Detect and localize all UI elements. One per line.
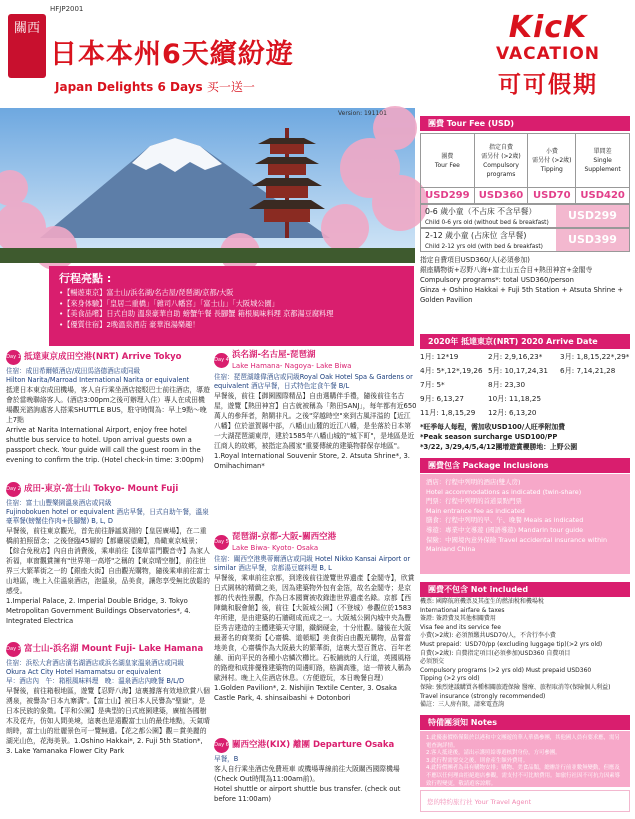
fee-price: USD70 xyxy=(528,188,576,204)
compulsory-programs: 指定自費項目USD360/人(必須參加) 銀座購物街+忍野八海+富士山五合目+熱田神宮+金閣寺 Compulsory programs*: total USD360/person Ginza + Oshino Hakkai + Fuji 5th Station + Atsuta Shrine + Golden Pavilion xyxy=(420,256,624,304)
day-title-en: Lake Biwa- Kyoto- Osaka xyxy=(232,544,319,552)
mount-fuji-photo xyxy=(0,108,415,263)
date-cell: 7月: 5* xyxy=(420,380,445,389)
child-fee-label xyxy=(421,229,556,251)
date-cell: 1月: 12*19 xyxy=(420,352,459,361)
child-fee-zh: 2-12 歲小童 (占床位 含早餐) xyxy=(425,231,527,240)
child-fee-zh: 0-6 歲小童（不占床 不含早餐） xyxy=(425,207,537,216)
fee-price: USD360 xyxy=(474,188,528,204)
child-fee-price: USD299 xyxy=(556,205,629,227)
fee-col-header: 指定自費 需另付 (>2歲) Compulsory programs xyxy=(474,134,528,188)
day-description: 抵達日本東京成田機場，客人自行乘坐酒店接駁巴士前往酒店，導遊會於當晚聯絡客人。(酒店3:00pm之後可辦理入住）專人在成田機場觀光諮詢處客人搭乘SHUTTLE BUS，駐守時間為：早上9點～晚上7點 Arrive at Narita International Airport, enjoy free hotel shuttle bus service to hotel. Upon arrival guests own a passport check. Your guide will call the guest room in the evening to confirm the trip. (Hotel check-in time: 3:00pm) xyxy=(6,386,210,464)
date-cell: 12月: 6,13,20 xyxy=(488,408,537,417)
arrive-date-grid xyxy=(420,350,630,420)
fee-price: USD299 xyxy=(421,188,475,204)
highlight-line: •【暢遊東京】富士山/浜名湖/名古屋/琵琶湖/京都/大阪 xyxy=(59,288,234,297)
day-3-block xyxy=(6,642,211,756)
day-hotel: 住宿：富士山豐樂園溫泉酒店或同級 Fujinobokuen hotel or equivalent 酒店早餐，日式自助午餐，溫泉豪華餐(螃蟹佳作肉+長腳蟹) B, L, D xyxy=(6,499,209,525)
day-badge: Day 5 xyxy=(214,535,229,550)
date-cell: 9月: 6,13,27 xyxy=(420,394,464,403)
fee-price: USD420 xyxy=(576,188,630,204)
date-cell: 4月: 5*,12*,19,26 xyxy=(420,366,483,375)
arrive-date-header: 2020年 抵達東京(NRT) 2020 Arrive Date xyxy=(420,334,630,349)
date-cell xyxy=(560,392,630,406)
brand-logo xyxy=(468,10,628,98)
date-cell: 5月: 10,17,24,31 xyxy=(488,366,548,375)
child-fee-row xyxy=(420,204,630,228)
date-cell: 6月: 7,14,21,28 xyxy=(560,366,616,375)
day-badge: Day 4 xyxy=(214,353,229,368)
version-label: Version: 191101 xyxy=(338,110,387,117)
day-6-block xyxy=(214,738,417,804)
day-title: 富士山-浜名湖 Mount Fuji- Lake Hamana xyxy=(24,644,204,654)
logo-kick: KicK xyxy=(508,10,588,45)
day-description: 早餐後，前往【御園國際精品】自由選購伴手禮，隨後前往名古屋，遊覽【熱田神宮】自古就被稱為「熱田SANJ」，每年都有近650萬人的參拜者，熱鬧非凡。之後"穿越時空"來到古風洋溢的【近江八幡】位於滋賀縣中部，八幡山山麓的近江八幡，是坐落於日本第一大湖琵琶湖東岸，建於1585年八幡山城的"城下町"，是地區是近江商人的故鄉，被指定為國家"重要傳統的建築物群保存地區"。1.Royal International Souvenir Store, 2. Atsuta Shrine*, 3. Omihachiman* xyxy=(214,392,417,470)
page-title: 日本本州6天繽紛遊 xyxy=(50,39,294,70)
tour-fee-header: 團費 Tour Fee (USD) xyxy=(420,116,630,131)
child-fee-label xyxy=(421,205,556,227)
day-title: 關西空港(KIX) 離團 Departure Osaka xyxy=(232,740,395,750)
notes-header: 特備團須知 Notes xyxy=(420,715,630,730)
day-hotel: 住宿：成田希爾頓酒店/成田馬洛德酒店或同級 Hilton Narita/Marroad International Narita or equivalent xyxy=(6,367,190,384)
subtitle-en: Japan Delights 6 Days xyxy=(55,80,203,94)
day-badge: Day 1 xyxy=(6,350,21,365)
logo-vacation: VACATION xyxy=(495,44,601,64)
day-badge: Day 2 xyxy=(6,482,21,497)
day-badge: Day 6 xyxy=(214,738,229,753)
page-subtitle xyxy=(55,78,255,95)
peak-surcharge-note: *旺季每人每程，需加收USD100/人旺季附加費 *Peak season surcharge USD100/PP *3/22, 3/29,4/5,4/12團增遊賞櫻勝地：上野公園 xyxy=(420,423,578,451)
day-badge: Day 3 xyxy=(6,642,21,657)
date-cell: 3月: 1,8,15,22*,29* xyxy=(560,352,630,361)
day-hotel: 住宿：關西空港奧蒂爾酒店或同級 Hotel Nikko Kansai Airport or similar 酒店早餐，京都湯豆腐料理 B, L xyxy=(214,555,411,572)
day-2-block xyxy=(6,482,211,626)
date-cell xyxy=(560,406,630,420)
day-title: 琵琶湖-京都-大阪-關西空港 xyxy=(232,532,337,542)
highlight-line: •【來身体驗】「皇居二重橋」「雜司八幡宮」「富士山」「大阪城公園」 xyxy=(59,298,279,308)
inclusions-text: 酒店：行程中列明的酒店(雙人房) Hotel accommodations as indicated (twin-share) 門票：行程中列明的首道景點門票 Main entrance fee as indicated 膳食：行程中列明的早、午、晚餐 Meals as indicated 導遊：專業中文導遊 (國語導遊) Mandarin tour guide 保險：中國境內意外保險 Travel accidental insurance within Mainland China xyxy=(420,474,630,574)
highlights-title: 行程亮點 : xyxy=(59,272,112,285)
child-fee-en: Child 0-6 yrs old (without bed & breakfast) xyxy=(425,220,549,226)
inclusions-header: 團費包含 Package Inclusions xyxy=(420,458,630,473)
day-description: 客人自行乘坐酒店免費班車 或機場專線前往大阪關西國際機場(Check Out時間為11:00am前)。 Hotel shuttle or airport shuttle bus transfer. (check out before 11:00am) xyxy=(214,765,401,803)
day-hotel: 住宿：琵琶湖雄偉酒店或同級Royal Oak Hotel Spa & Gardens or equivalent 酒店早餐，日式特色定食午餐 B/L xyxy=(214,373,413,390)
exclusions-header: 團費不包含 Not included xyxy=(420,582,630,597)
header xyxy=(0,0,635,108)
date-cell: 11月: 1,8,15,29 xyxy=(420,408,476,417)
highlight-line: •【優質住宿】2晚溫泉酒店 豪華泡湯樂趣！ xyxy=(59,319,200,329)
subtitle-cn: 买一送一 xyxy=(206,80,255,94)
day-hotel: 早餐，B xyxy=(214,755,239,763)
notes-text: 1.此優惠價格僅限於以港和中文團遊的華人華僑參團，其他國人員有要求應，需另電查詢詳情。 2.客人抵達後，請出示護照給導遊核對身份，方可參團。 3.此行程需要交之後，則會產生額外費用。 4.此特價團者為具有購物安排；購物、美食品類，總辦計行前並數無變動，但應及不應以任何理由拒絕進店參觀，需支付不可比赔費用。如旅行社因不可抗力因素導致行程變更，敬請遊客諒解。 5.此為優惠價格旅遊中出現任何不快，請配合。 xyxy=(420,731,630,787)
highlight-line: •【美食品嚐】日式自助 溫泉豪華自助 螃蟹午餐 長腳蟹 箱根風味料理 京都湯豆腐料理 xyxy=(59,309,334,318)
date-cell: 10月: 11,18,25 xyxy=(488,394,542,403)
date-cell xyxy=(560,378,630,392)
logo-cn: 可可假期 xyxy=(498,72,598,98)
day-description: 早餐後，前往東京觀光，首先前往靜謐莫測的【皇居廣場】，在二重橋前拍照留念；之後登臨45層的【都廳展望廳】，鳥瞰東京城景；【綜合免稅店】內自由消費後，乘車前往【淺草雷門觀音寺】為家人祈福，車窗觀賞擁有"世界第一高塔"之稱的【東京晴空樹】，前往世界三大繁華街之一的【銀座大街】自由觀光購物，隨後乘車前往富士山地區，晚上入住溫泉酒店，泡溫泉，品美食，讓您享受無比放鬆的感受。 1.Imperial Palace, 2. Imperial Double Bridge, 3. Tokyo Metropolitan Government Buildings Observatories*, 4. Integrated Electrica xyxy=(6,527,210,625)
day-hotel: 住宿：浜松大倉酒店濱名湖酒店或浜名湖皇家溫泉酒店或同級 Okura Act City Hotel Hamamatsu or equivalent 早：酒店內 午：箱根風味料理 晚：溫泉酒店內晚餐 B/L/D xyxy=(6,659,185,685)
day-description: 早餐後，乘車前往京都，到達後前往遊覽世界遺產【金閣寺】，欣賞日式園林的精緻之美，因為建築物外包有金箔，故名金閣寺；是京都的代表性景觀，作為日本國寶被收錄進世界遺產名錄。京都【西陣織和服會館】後，前往【大阪城公園】（不登城）參觀位於1583年所建，是由建築的石牆砌成而成之一。大阪城公園內城中央為豐臣秀吉建造的主體建築天守閣，鐵網硬金，十分壯觀。隨後在大阪最著名的商業街【心齋橋、道頓堀】美食街自由觀光購物，品嘗當地美食，心齋橋作為大阪最大的繁華街，這裏大型百貨店、百年老舖、面向平民的各種小店鱗次櫛比。石板鋪就的人行道，英國風格的路燈和成排優雅建築物的周邊町路，格調高雅，這一帶被人稱為歐洲村。晚上入住酒店休息。（方便遊玩，本日晚餐自理） 1.Golden Pavilion*, 2. Nishijin Textile Center, 3. Osaka Castle Park, 4. shinsaibashi + Dotonbori xyxy=(214,574,415,702)
day-title: 浜名湖-名古屋-琵琶湖 xyxy=(232,350,316,360)
seal-logo: 關西 xyxy=(8,14,46,78)
day-4-block xyxy=(214,350,417,471)
day-title-en: Lake Hamana- Nagoya- Lake Biwa xyxy=(232,362,352,370)
fee-col-header: 單間差 Single Supplement xyxy=(576,134,630,188)
date-cell: 2月: 2,9,16,23* xyxy=(488,352,543,361)
tour-fee-table xyxy=(420,133,630,204)
itinerary-highlights xyxy=(49,266,414,346)
child-fee-en: Child 2-12 yrs old (with bed & breakfast) xyxy=(425,244,543,250)
travel-agent-box: 您的特約旅行社 Your Travel Agent xyxy=(420,790,630,812)
fee-col-header: 小費 需另付 (>2歲) Tipping xyxy=(528,134,576,188)
exclusions-text: 機票: 國際航班機票及其產生的燃油稅和機場稅 International airfare & taxes 簽證: 簽證費及其他相關費用 Visa fee and its service fee 小費(>2歲): 必須預繳共USD70/人，不含行李小費 Must prepaid：USD70/pp (excluding luggage tip)(>2 yrs old) 自費(>2歲): 自費指定項目(必須參加)USD360 自費項目 必須預交 Compulsory programs (>2 yrs old) Must prepaid USD360 Tipping (>2 yrs old) 保險: 強烈建議購買各種相關旅遊保險 醫療、旅程取消等(保險個人利益) Travel insurance (strongly recommended) 備註：三人房有限，請來電查詢 xyxy=(420,598,611,709)
child-fee-row xyxy=(420,228,630,252)
product-code: HFJP2001 xyxy=(50,5,84,13)
fee-col-header: 團費 Tour Fee xyxy=(421,134,475,188)
fuji-pagoda-illustration xyxy=(0,108,415,263)
day-title: 成田-東京-富士山 Tokyo- Mount Fuji xyxy=(24,484,179,494)
day-title: 抵達東京成田空港(NRT) Arrive Tokyo xyxy=(24,352,182,362)
child-fee-price: USD399 xyxy=(556,229,629,251)
day-1-block xyxy=(6,350,211,465)
day-5-block xyxy=(214,532,417,703)
day-description: 早餐後，前往箱根地區，遊覽【忍野八海】這裏據落有效地欣賞八個湧泉，被譽為"日本九寨溝"。【富士山】被日本人民譽為"聖嶽"，是日本民族的象徵。【平和公園】是典型的日式庭園建築，廣植各國樹木及花卉，仿如人間美境，這裏也是遠觀富士山的最佳地點，天氣晴朗時，富士山的壯麗景色可一覽無遺。【花之都公園】觀＝賞美麗的湖光山色，花海美景。1.Oshino Hakkai*, 2. Fuji 5th Station*, 3. Lake Yamanaka Flower City Park xyxy=(6,687,210,755)
date-cell: 8月: 23,30 xyxy=(488,380,526,389)
